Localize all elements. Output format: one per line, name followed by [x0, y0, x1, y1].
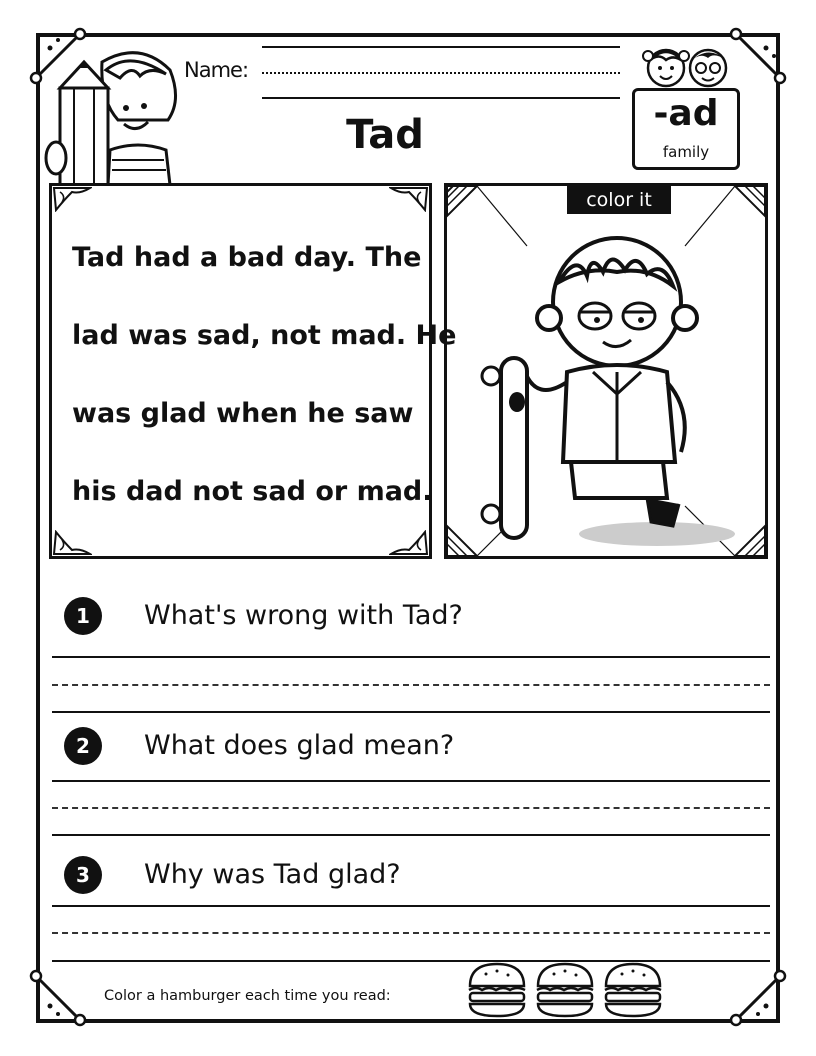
- corner-ornament-bottom-left: [28, 968, 88, 1028]
- boy-with-pencil-illustration: [40, 40, 185, 185]
- boy-with-skateboard-icon: [467, 222, 747, 552]
- reading-tracker-instruction: Color a hamburger each time you read:: [104, 988, 391, 1004]
- answer-line-dashed[interactable]: [52, 684, 770, 686]
- story-box-ornament-tr: [389, 186, 429, 212]
- hamburger-icon[interactable]: [602, 962, 664, 1018]
- story-box-ornament-tl: [52, 186, 92, 212]
- hamburger-icon[interactable]: [466, 962, 528, 1018]
- coloring-picture-box[interactable]: [444, 183, 768, 559]
- story-line-4: his dad not sad or mad.: [72, 476, 433, 507]
- story-line-3: was glad when he saw: [72, 398, 414, 429]
- name-line-bottom: [262, 97, 620, 99]
- question-text-1: What's wrong with Tad?: [144, 600, 463, 631]
- word-family-label: family: [662, 143, 710, 161]
- two-kids-illustration: [634, 38, 738, 92]
- question-text-2: What does glad mean?: [144, 730, 455, 761]
- story-box-ornament-bl: [52, 530, 92, 556]
- question-number-2: 2: [64, 727, 102, 765]
- story-box-ornament-br: [389, 530, 429, 556]
- answer-line-top: [52, 780, 770, 782]
- hamburger-icon[interactable]: [534, 962, 596, 1018]
- answer-line-top: [52, 905, 770, 907]
- question-number-1: 1: [64, 597, 102, 635]
- story-line-2: lad was sad, not mad. He: [72, 320, 457, 351]
- name-label: Name:: [184, 58, 249, 82]
- answer-line-bottom: [52, 711, 770, 713]
- color-it-tag: color it: [567, 186, 671, 214]
- name-line-top: [262, 46, 620, 48]
- question-number-3: 3: [64, 856, 102, 894]
- name-write-line[interactable]: [262, 72, 620, 74]
- answer-line-dashed[interactable]: [52, 932, 770, 934]
- word-family-ending: -ad: [653, 93, 719, 134]
- story-line-1: Tad had a bad day. The: [72, 242, 422, 273]
- answer-line-dashed[interactable]: [52, 807, 770, 809]
- story-text-box: [49, 183, 457, 559]
- answer-line-bottom: [52, 834, 770, 836]
- word-family-box: [632, 88, 740, 170]
- story-title: Tad: [346, 112, 424, 158]
- answer-line-top: [52, 656, 770, 658]
- corner-ornament-bottom-right: [728, 968, 788, 1028]
- question-text-3: Why was Tad glad?: [144, 859, 401, 890]
